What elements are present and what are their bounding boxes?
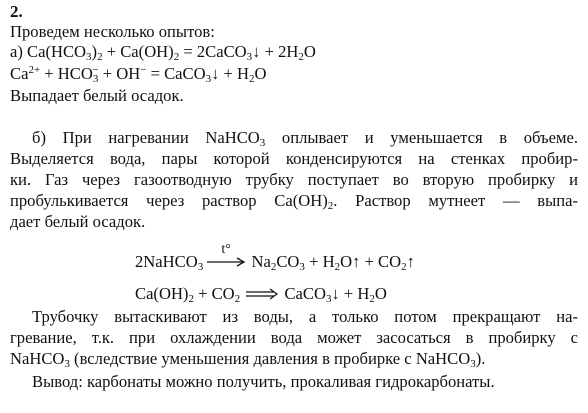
paragraph-b-line4: пробулькивается через раствор $Ca(OH)_2$. Раствор мутнеет — выпа- xyxy=(10,191,579,212)
heating-arrow xyxy=(207,242,247,272)
paragraph-c-line2: гревание, т.к. при охлаждении вода может засосаться в пробирку с xyxy=(10,328,578,347)
paragraph-c-line3: NaHCO$_3$ (вследствие уменьшения давления в пробирке с NaHCO$_3$). xyxy=(10,349,486,370)
equation-a2: $Ca^{2+} + HCO_3^- + OH^-$ = CaCO$_3$↓ + $H_2O$ xyxy=(10,64,267,85)
result-a: Выпадает белый осадок. xyxy=(10,86,184,105)
reaction-1: 2NaHCO$_3$ t° $Na_2CO_3$ + $H_2O↑$ + $CO_2↑$ xyxy=(135,242,415,273)
equation-a1: а) $Ca(HCO_3)_2 + Ca(OH)_2$ = 2CaCO$_3$↓ + $2H_2O$ xyxy=(10,42,316,63)
conclusion-text: Вывод: карбонаты можно получить, прокаливая гидрокарбонаты. xyxy=(32,372,495,391)
section-number: 2. xyxy=(10,2,23,21)
paragraph-b-line1: б) При нагревании NaHCO$_3$ оплывает и уменьшается в объеме. xyxy=(32,128,578,149)
paragraph-b-line5: дает белый осадок. xyxy=(10,212,146,231)
paragraph-b-line3: ки. Газ через газоотводную трубку поступает во вторую пробирку и xyxy=(10,170,578,189)
heating-label: t° xyxy=(221,242,231,257)
intro-text: Проведем несколько опытов: xyxy=(10,22,215,41)
paragraph-c-line1: Трубочку вытаскивают из воды, а только потом прекращают на- xyxy=(32,307,578,326)
reaction-2: $Ca(OH)_2 + CO_2$ CaCO$_3$↓ + $H_2O$ xyxy=(135,284,387,305)
paragraph-b-line2: Выделяется вода, пары которой конденсируются на стенках пробир- xyxy=(10,149,578,168)
double-arrow xyxy=(244,284,280,304)
